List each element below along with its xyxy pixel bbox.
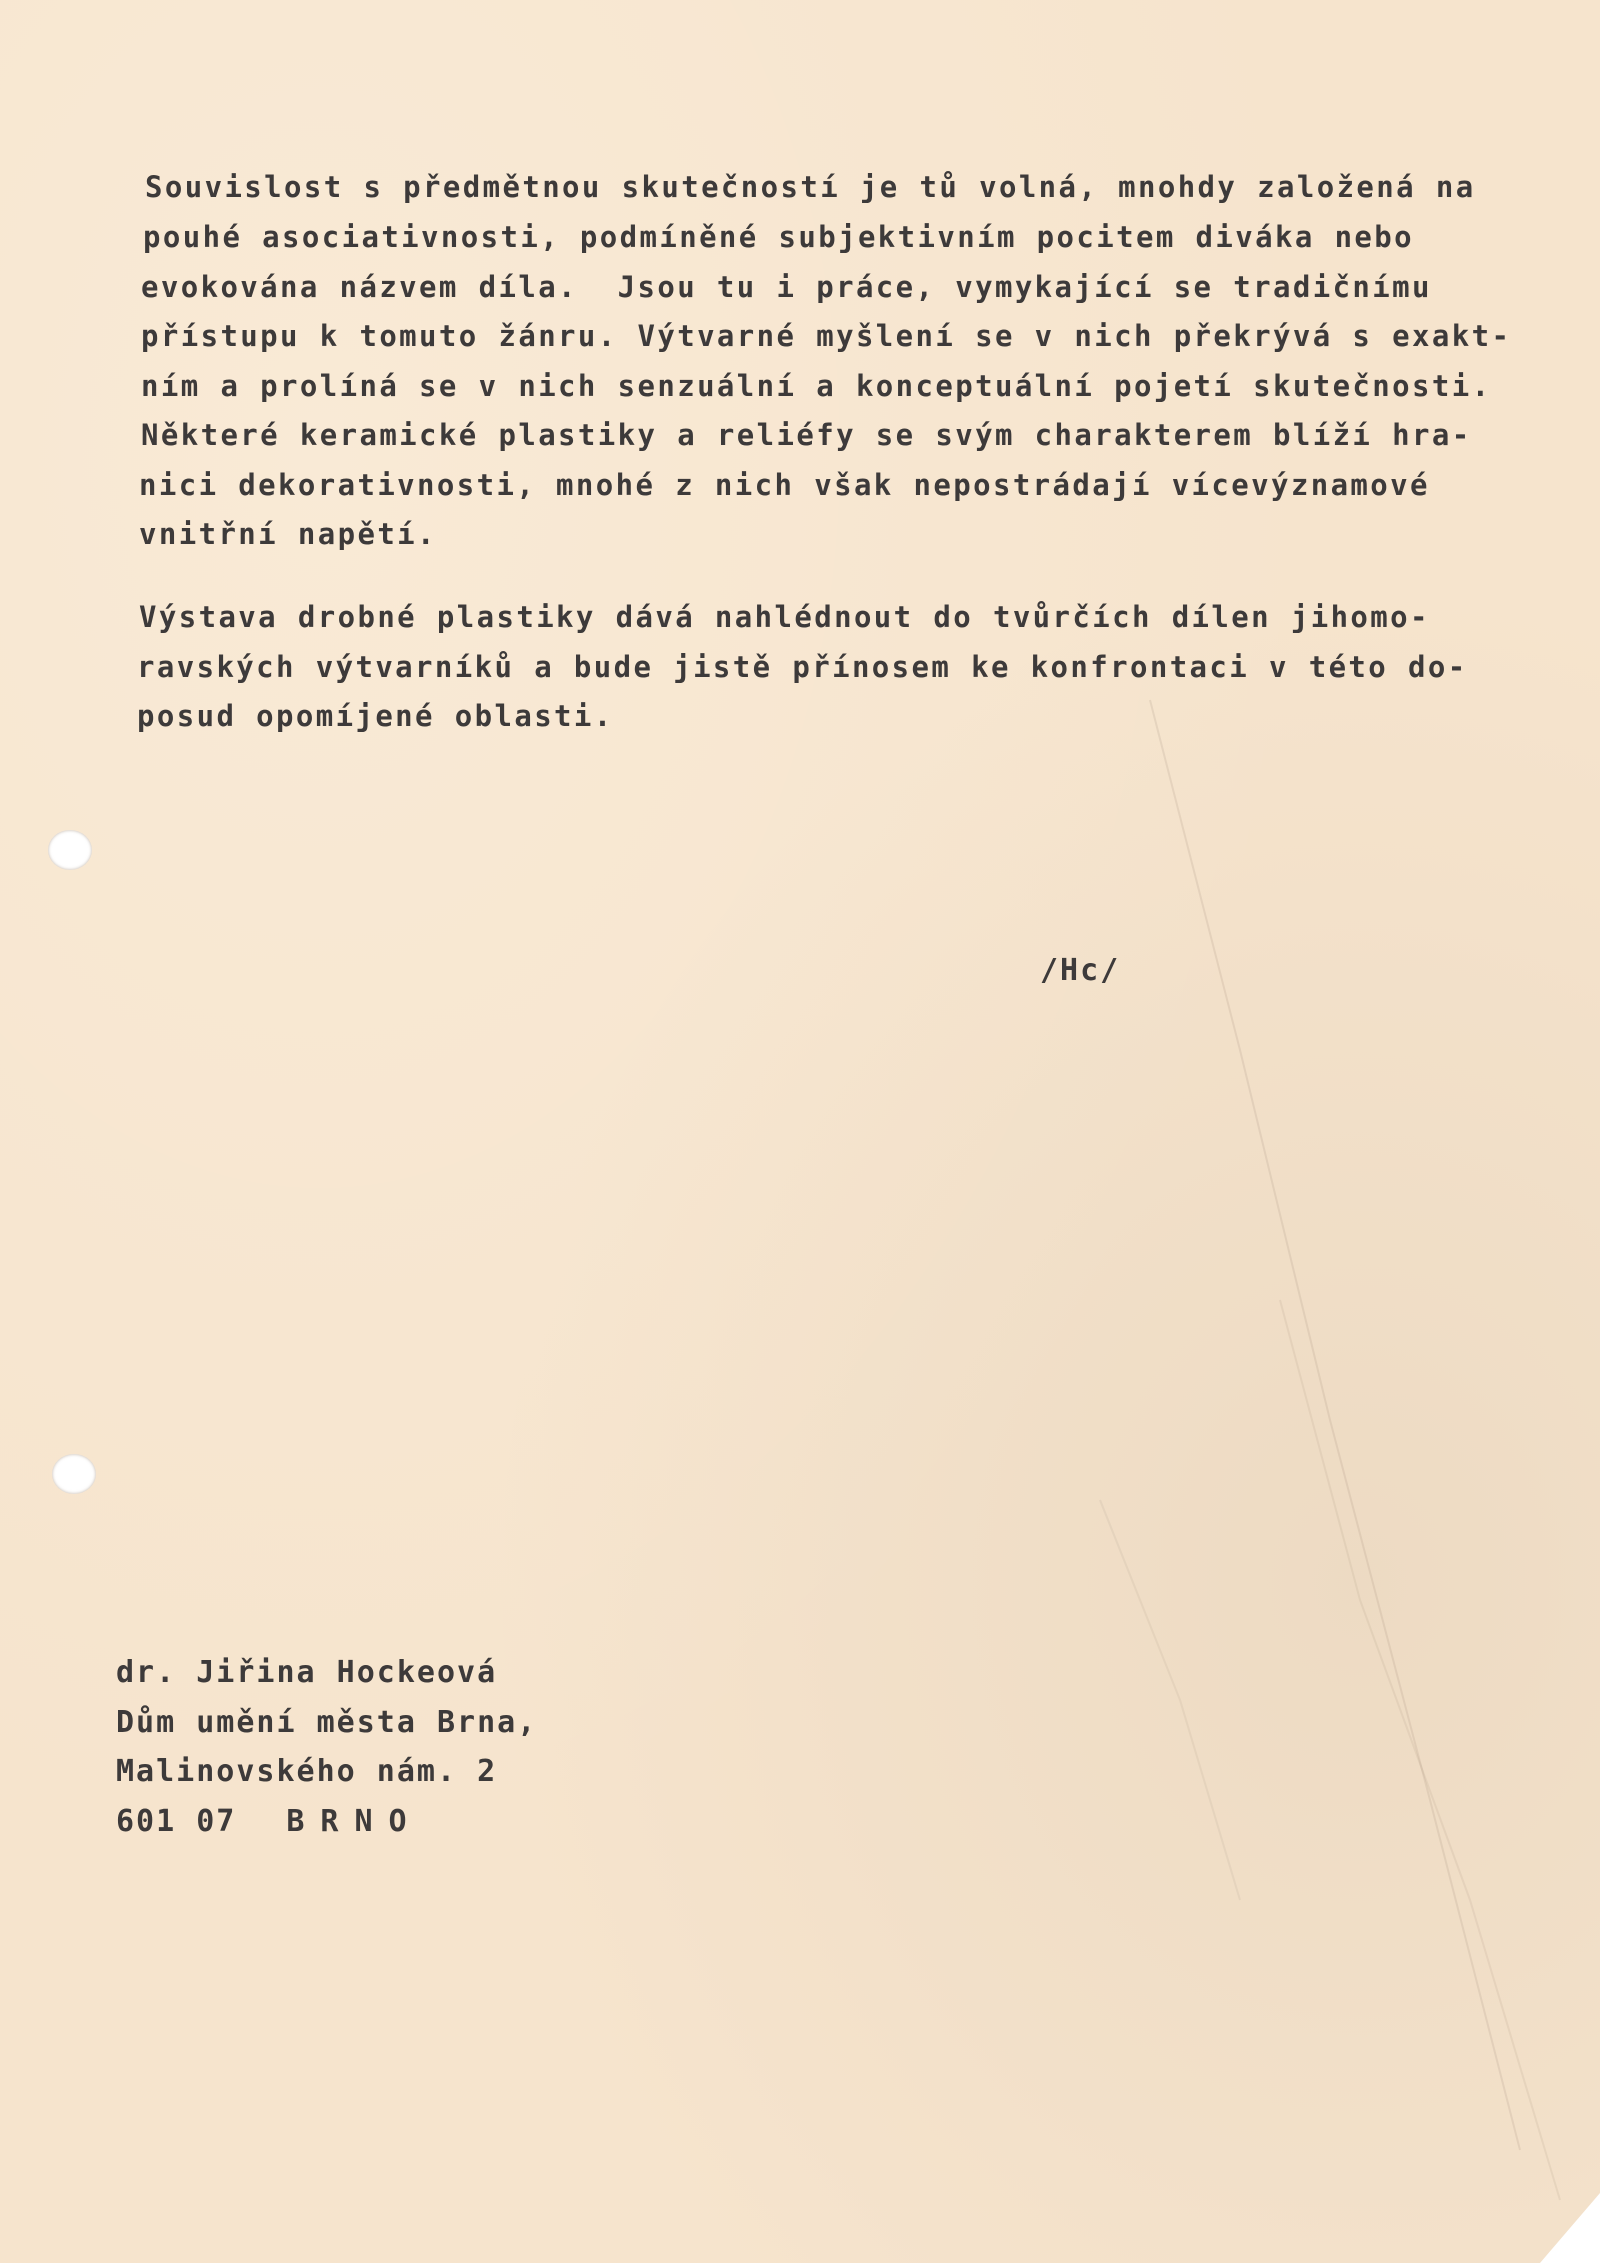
paragraph-1-line-3: evokována názvem díla. Jsou tu i práce, vymykající se tradičnímu	[141, 270, 1432, 304]
paragraph-2-line-2: ravských výtvarníků a bude jistě přínosem ke konfrontaci v této do-	[137, 650, 1468, 684]
paragraph-2-line-1: Výstava drobné plastiky dává nahlédnout do tvůrčích dílen jihomo-	[139, 600, 1430, 634]
paragraph-1-line-5: ním a prolíná se v nich senzuální a konceptuální pojetí skutečnosti.	[141, 369, 1492, 403]
paragraph-1-line-2: pouhé asociativnosti, podmíněné subjektivním pocitem diváka nebo	[143, 220, 1415, 254]
author-initials: /Hc/	[1040, 953, 1121, 988]
address-city: BRNO	[286, 1804, 423, 1839]
address-name: dr. Jiřina Hockeová	[116, 1655, 498, 1690]
address-institution: Dům umění města Brna,	[116, 1705, 538, 1740]
paragraph-1-line-6: Některé keramické plastiky a reliéfy se svým charakterem blíží hra-	[141, 418, 1472, 452]
torn-corner	[1540, 2193, 1600, 2263]
punch-hole-lower	[52, 1454, 96, 1494]
address-city-line	[116, 1804, 423, 1839]
paragraph-1-line-1: Souvislost s předmětnou skutečností je tů volná, mnohdy založená na	[145, 170, 1476, 204]
paragraph-1-line-8: vnitřní napětí.	[139, 517, 437, 551]
punch-hole-upper	[48, 830, 92, 870]
paragraph-1-line-4: přístupu k tomuto žánru. Výtvarné myšlení se v nich překrývá s exakt-	[141, 319, 1512, 353]
paragraph-1-line-7: nici dekorativnosti, mnohé z nich však nepostrádají vícevýznamové	[139, 468, 1430, 502]
address-postal-code: 601 07	[116, 1804, 237, 1839]
paragraph-2-line-3: posud opomíjené oblasti.	[137, 699, 614, 733]
address-street: Malinovského nám. 2	[116, 1754, 498, 1789]
